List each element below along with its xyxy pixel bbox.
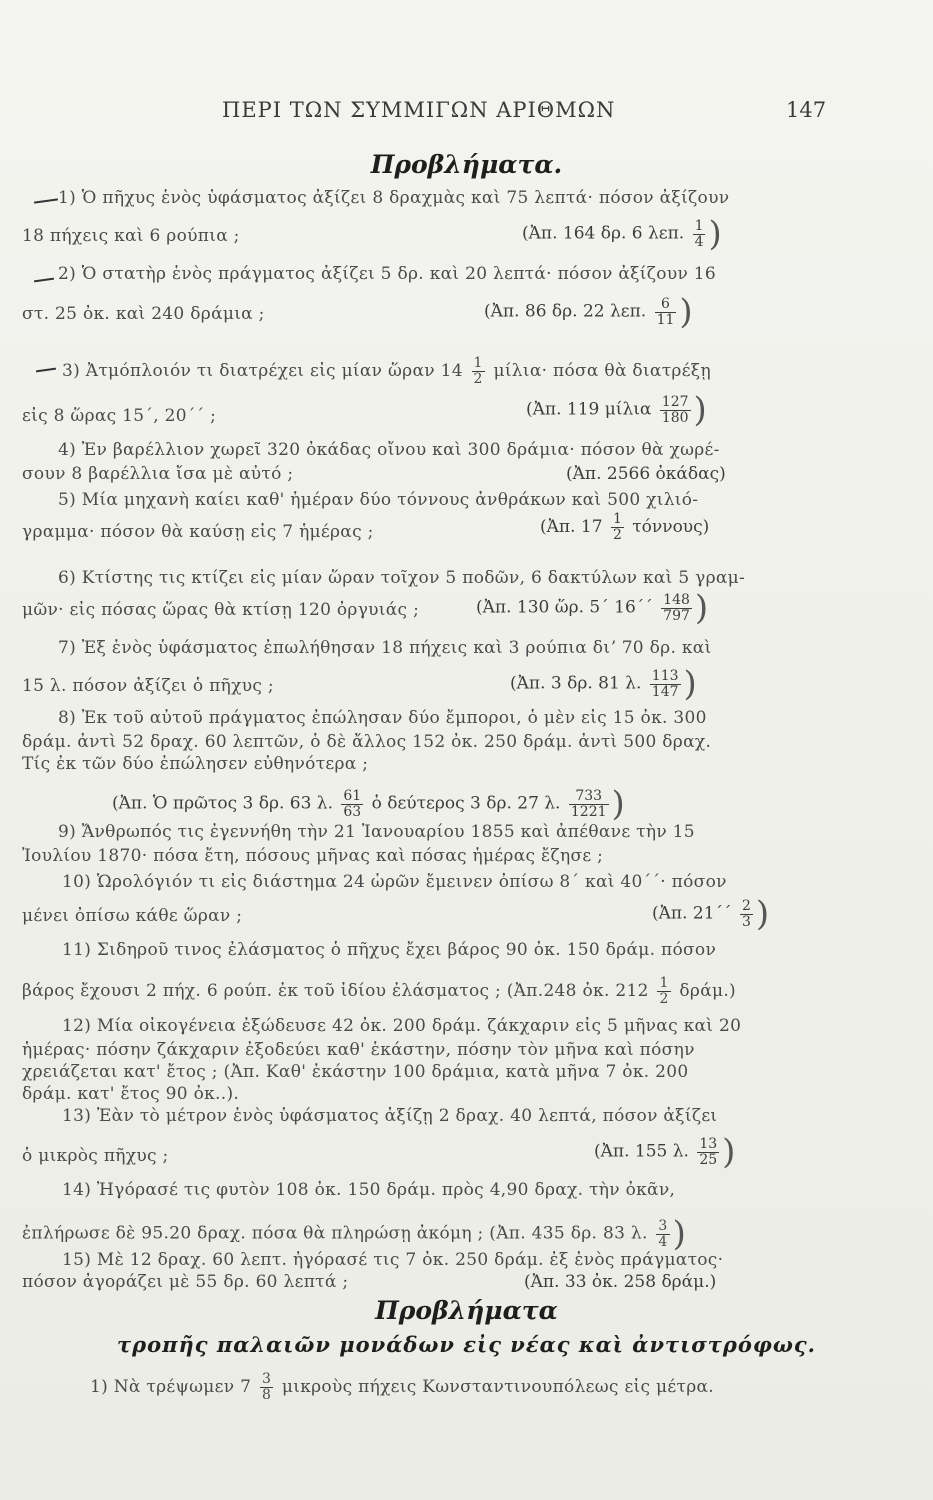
answer: (Ἀπ. 21΄΄ $\frac{2}{3}$ ) [652, 894, 770, 934]
problem-line: στ. 25 ὀκ. καὶ 240 δράμια ; [22, 304, 265, 324]
problem-line: 9) Ἄνθρωπός τις ἐγεννήθη τὴν 21 Ἰανουαρίου 1855 καὶ ἀπέθανε τὴν 15 [58, 822, 695, 842]
answer: (Ἀπ. 2566 ὀκάδας) [566, 464, 726, 484]
fraction: $\frac{61}{63}$ [343, 787, 362, 820]
answer: (Ἀπ. 130 ὥρ. 5΄ 16΄΄ $\frac{148}{797}$ ) [476, 588, 709, 628]
fraction: $\frac{2}{3}$ [741, 897, 751, 930]
page-header [0, 98, 933, 128]
problem-line: 11) Σιδηροῦ τινος ἐλάσματος ὁ πῆχυς ἔχει βάρος 90 ὀκ. 150 δράμ. πόσον [62, 940, 717, 960]
fraction: $\frac{1}{2}$ [659, 975, 669, 1007]
fraction: $\frac{3}{8}$ [261, 1371, 272, 1403]
running-title: ΠΕΡΙ ΤΩΝ ΣΥΜΜΙΓΩΝ ΑΡΙΘΜΩΝ [222, 98, 616, 122]
pencil-mark [36, 368, 56, 373]
problem-line: 10) Ὡρολόγιόν τι εἰς διάστημα 24 ὡρῶν ἔμεινεν ὀπίσω 8΄ καὶ 40΄΄· πόσον [62, 872, 727, 892]
answer: (Ἀπ. 155 λ. $\frac{13}{25}$ ) [594, 1132, 736, 1172]
answer: (Ἀπ. 17 $\frac{1}{2}$ τόννους) [540, 511, 710, 543]
problem-line: σουν 8 βαρέλλια ἴσα μὲ αὐτό ; [22, 464, 294, 484]
fraction: $\frac{127}{180}$ [661, 393, 689, 426]
problem-line: γραμμα· πόσον θὰ καύσῃ εἰς 7 ἡμέρας ; [22, 522, 374, 542]
problem-line: μῶν· εἰς πόσας ὥρας θὰ κτίσῃ 120 ὀργυιάς ; [22, 600, 420, 620]
problem-line: εἰς 8 ὥρας 15΄, 20΄΄ ; [22, 406, 217, 426]
problem-line: 15 λ. πόσον ἀξίζει ὁ πῆχυς ; [22, 676, 274, 696]
answer: (Ἀπ. 86 δρ. 22 λεπ. $\frac{6}{11}$ ) [484, 292, 693, 332]
page-number: 147 [786, 98, 827, 122]
problem-line: βάρος ἔχουσι 2 πήχ. 6 ρούπ. ἐκ τοῦ ἰδίου ἐλάσματος ; (Ἀπ.248 ὀκ. 212 $\frac{1}{2}$ δράμ.) [22, 975, 736, 1007]
problem-line: 18 πήχεις καὶ 6 ρούπια ; [22, 226, 240, 246]
problem-line: 14) Ἠγόρασέ τις φυτὸν 108 ὀκ. 150 δράμ. πρὸς 4,90 δραχ. τὴν ὀκᾶν, [62, 1180, 676, 1200]
fraction: $\frac{733}{1221}$ [570, 787, 607, 820]
fraction: $\frac{1}{2}$ [473, 355, 483, 387]
pencil-mark [34, 198, 58, 203]
section2-title: Προβλήματα [375, 1296, 558, 1325]
fraction: $\frac{113}{147}$ [651, 667, 679, 700]
problem-line: 2) Ὁ στατὴρ ἑνὸς πράγματος ἀξίζει 5 δρ. καὶ 20 λεπτά· πόσον ἀξίζουν 16 [58, 264, 717, 284]
problem-line: πόσον ἀγοράζει μὲ 55 δρ. 60 λεπτά ; [22, 1272, 349, 1292]
pencil-mark [34, 278, 54, 283]
answer: (Ἀπ. 33 ὀκ. 258 δράμ.) [524, 1272, 717, 1292]
problem-line: ἐπλήρωσε δὲ 95.20 δραχ. πόσα θὰ πληρώσῃ ἀκόμη ; (Ἀπ. 435 δρ. 83 λ. $\frac{3}{4}$ ) [22, 1214, 687, 1254]
problem-line: 1) Ὁ πῆχυς ἑνὸς ὑφάσματος ἀξίζει 8 δραχμὰς καὶ 75 λεπτά· πόσον ἀξίζουν [58, 188, 730, 208]
problem-line: μένει ὀπίσω κάθε ὥραν ; [22, 906, 243, 926]
problem-line: ὁ μικρὸς πῆχυς ; [22, 1146, 169, 1166]
fraction: $\frac{3}{4}$ [658, 1217, 668, 1250]
answer: (Ἀπ. Ὁ πρῶτος 3 δρ. 63 λ. $\frac{61}{63}$ ὁ δεύτερος 3 δρ. 27 λ. $\frac{733}{1221}$ ) [112, 784, 625, 824]
problem-line: δράμ. ἀντὶ 52 δραχ. 60 λεπτῶν, ὁ δὲ ἄλλος 152 ὀκ. 250 δράμ. ἀντὶ 500 δραχ. [22, 732, 712, 752]
answer: (Ἀπ. 119 μίλια $\frac{127}{180}$ ) [526, 390, 707, 430]
problem-line: Τίς ἐκ τῶν δύο ἐπώλησεν εὐθηνότερα ; [22, 754, 369, 774]
fraction: $\frac{148}{797}$ [663, 591, 690, 624]
problem-line: 12) Μία οἰκογένεια ἐξώδευσε 42 ὀκ. 200 δράμ. ζάκχαριν εἰς 5 μῆνας καὶ 20 [62, 1016, 742, 1036]
problem-line: 8) Ἐκ τοῦ αὐτοῦ πράγματος ἐπώλησαν δύο ἔμποροι, ὁ μὲν εἰς 15 ὀκ. 300 [58, 708, 707, 728]
problem-line: 15) Μὲ 12 δραχ. 60 λεπτ. ἠγόρασέ τις 7 ὀκ. 250 δράμ. ἐξ ἑνὸς πράγματος· [62, 1250, 724, 1270]
problem-line: χρειάζεται κατ' ἔτος ; (Ἀπ. Καθ' ἑκάστην 100 δράμια, κατὰ μῆνα 7 ὀκ. 200 [22, 1062, 689, 1082]
answer: (Ἀπ. 164 δρ. 6 λεπ. $\frac{1}{4}$ ) [522, 214, 722, 254]
fraction: $\frac{1}{2}$ [612, 511, 622, 543]
answer: (Ἀπ. 3 δρ. 81 λ. $\frac{113}{147}$ ) [510, 664, 697, 704]
fraction: $\frac{6}{11}$ [656, 295, 675, 328]
section2-problem-1: 1) Νὰ τρέψωμεν 7 $\frac{3}{8}$ μικροὺς πήχεις Κωνσταντινουπόλεως εἰς μέτρα. [90, 1371, 714, 1403]
problem-line: 6) Κτίστης τις κτίζει εἰς μίαν ὥραν τοῖχον 5 ποδῶν, 6 δακτύλων καὶ 5 γραμ- [58, 568, 746, 588]
problem-line: δράμ. κατ' ἔτος 90 ὀκ..). [22, 1084, 240, 1104]
problem-line: 3) Ἀτμόπλοιόν τι διατρέχει εἰς μίαν ὥραν 14 $\frac{1}{2}$ μίλια· πόσα θὰ διατρέξῃ [62, 355, 711, 387]
problem-line: 4) Ἐν βαρέλλιον χωρεῖ 320 ὀκάδας οἴνου καὶ 300 δράμια· πόσον θὰ χωρέ- [58, 440, 720, 460]
fraction: $\frac{1}{4}$ [694, 217, 704, 250]
section2-subtitle: τροπῆς παλαιῶν μονάδων εἰς νέας καὶ ἀντιστρόφως. [117, 1332, 816, 1357]
problem-line: 5) Μία μηχανὴ καίει καθ' ἡμέραν δύο τόννους ἀνθράκων καὶ 500 χιλιό- [58, 490, 699, 510]
problem-line: 13) Ἐὰν τὸ μέτρον ἑνὸς ὑφάσματος ἀξίζῃ 2 δραχ. 40 λεπτά, πόσον ἀξίζει [62, 1106, 718, 1126]
section-title: Προβλήματα. [370, 150, 563, 179]
problem-line: 7) Ἐξ ἑνὸς ὑφάσματος ἐπωλήθησαν 18 πήχεις καὶ 3 ρούπια διʼ 70 δρ. καὶ [58, 638, 712, 658]
problem-line: Ἰουλίου 1870· πόσα ἔτη, πόσους μῆνας καὶ πόσας ἡμέρας ἔζησε ; [22, 846, 604, 866]
fraction: $\frac{13}{25}$ [699, 1135, 718, 1168]
problem-line: ἡμέρας· πόσην ζάκχαριν ἐξοδεύει καθ' ἑκάστην, πόσην τὸν μῆνα καὶ πόσην [22, 1040, 695, 1060]
